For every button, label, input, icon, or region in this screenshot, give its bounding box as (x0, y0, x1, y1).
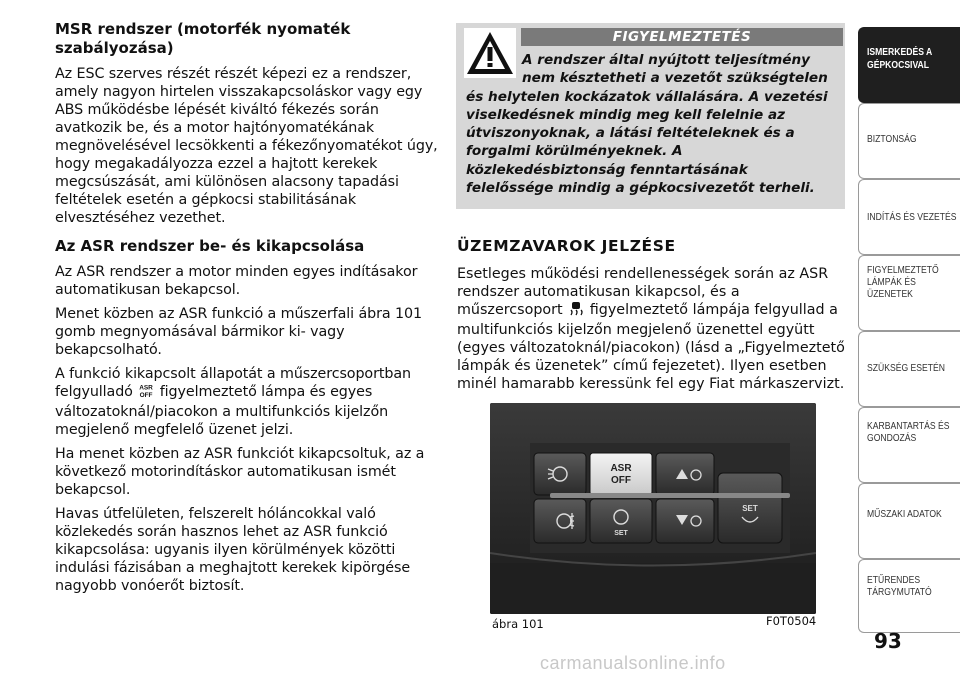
asr-off-button-line2: OFF (611, 475, 631, 486)
page-number: 93 (874, 629, 902, 653)
headlight-down-button[interactable] (656, 499, 714, 543)
paragraph-asr-5: Havas útfelületen, felszerelt hóláncokkal való közlekedés során hasznos lehet az ASR funkció kikapcsolása: ugyanis ilyen körülmények közötti indulási fázisában a meghajtott kerekek kipörgése nagyobb vonóerőt biztosít. (55, 506, 411, 594)
asr-off-icon-bottom: OFF (139, 392, 153, 398)
tab-ismerkedes[interactable] (858, 27, 960, 103)
tab-label-3: INDÍTÁS ÉS VEZETÉS (867, 211, 957, 223)
tpms-set-label: SET (614, 530, 628, 537)
right-column (457, 236, 845, 393)
tab-label-4a: FIGYELMEZTETŐ (867, 264, 939, 276)
tab-label-4b: LÁMPÁK ÉS (867, 276, 916, 288)
paragraph-asr-1: Az ASR rendszer a motor minden egyes indításakor automatikusan bekapcsol. (55, 264, 418, 298)
heading-malfunction: ÜZEMZAVAROK JELZÉSE (457, 237, 676, 255)
paragraph-asr-3 (55, 365, 445, 439)
heading-msr: MSR rendszer (motorfék nyomaték szabályozása) (55, 20, 351, 57)
paragraph-malfunction-b: figyelmeztető lámpája felgyullad a multifunkciós kijelzőn megjelenő üzenettel együtt (egyes változatoknál/piacokon) (lásd a „Figyelmeztető lámpák és üzenetek” című fejezetet). Ilyen esetben minél hamarabb keressünk fel egy Fiat márkaszervizt. (457, 302, 845, 392)
tab-label-1a: ISMERKEDÉS A (867, 46, 933, 58)
watermark: carmanualsonline.info (540, 653, 726, 673)
tab-label-4c: ÜZENETEK (867, 288, 913, 300)
warning-rest: és helytelen kockázatok vállalására. A vezetési viselkedésnek mindig meg kell felelnie az útviszonyoknak, a látási feltételeknek és a forgalmi körülményeknek. A közlekedésbiztonság fenntartásának felelőssége mindig a gépkocsivezetőt terheli. (466, 88, 828, 197)
tab-karbantartas[interactable] (858, 407, 960, 483)
paragraph-asr-3-a: A funkció kikapcsolt állapotát a műszercsoportban felgyulladó (55, 366, 411, 400)
set-button-label: SET (742, 504, 758, 513)
asr-off-button-line1: ASR (610, 463, 632, 474)
warning-line-2: nem késztetheti a vezetőt szükségtelen (522, 70, 828, 87)
dashboard-button-figure (490, 403, 816, 614)
asr-off-icon (138, 383, 154, 403)
tab-inditas[interactable] (858, 179, 960, 255)
asr-off-button[interactable] (590, 453, 652, 495)
warning-text (466, 51, 838, 197)
tab-label-2: BIZTONSÁG (867, 133, 917, 145)
tab-label-5: SZÜKSÉG ESETÉN (867, 362, 945, 374)
fog-light-button[interactable] (534, 453, 586, 495)
tab-szukseg[interactable] (858, 331, 960, 407)
left-column (55, 20, 445, 601)
tab-label-7: MŰSZAKI ADATOK (867, 508, 942, 520)
warning-header (521, 28, 843, 46)
rear-fog-button[interactable] (534, 499, 586, 543)
tab-figyelmezteto[interactable] (858, 255, 960, 331)
esc-warning-icon (568, 301, 584, 321)
asr-off-icon-top: ASR (139, 384, 153, 392)
warning-header-label: FIGYELMEZTETÉS (612, 29, 752, 45)
paragraph-malfunction-a: Esetleges működési rendellenességek során az ASR rendszer automatikusan kikapcsol, és a műszercsoport (457, 266, 829, 318)
heading-asr: Az ASR rendszer be- és kikapcsolása (55, 237, 365, 255)
warning-line-1: A rendszer által nyújtott teljesítmény (522, 52, 811, 68)
paragraph-asr-3-b: figyelmeztető lámpa és egyes változatoknál/piacokon a multifunkciós kijelzőn megjelenő megfelelő üzenet jelzi. (55, 384, 389, 438)
tab-label-8a: ETŰRENDES (867, 574, 921, 586)
figure-code: F0T0504 (766, 614, 817, 628)
paragraph-malfunction (457, 265, 845, 393)
paragraph-msr: Az ESC szerves részét részét képezi ez a rendszer, amely nagyon hirtelen visszakapcsoláskor vagy egy ABS működésbe lépését kiváltó fékezés során avatkozik be, és a motor hajtónyomatékának megnövelésével lecsökkenti a fékezőnyomatékot úgy, hogy megakadályozza ezzel a hajtott kerekek megcsúszását, ami különösen alacsony tapadási feltételek esetén a gépkocsi stabilitásának elvesztéséhez vezethet. (55, 66, 438, 226)
figure-label: ábra 101 (492, 617, 544, 631)
tab-muszaki[interactable] (858, 483, 960, 559)
tab-biztonsag[interactable] (858, 103, 960, 179)
tab-label-6b: GONDOZÁS (867, 432, 917, 444)
paragraph-asr-4: Ha menet közben az ASR funkciót kikapcsoltuk, az a következő motorindításkor automatikusan ismét bekapcsol. (55, 446, 425, 498)
tab-label-1b: GÉPKOCSIVAL (867, 59, 930, 71)
chapter-sidebar (858, 27, 960, 633)
tab-targymutato[interactable] (858, 559, 960, 633)
tab-label-6a: KARBANTARTÁS ÉS (867, 420, 950, 432)
paragraph-asr-2: Menet közben az ASR funkció a műszerfali ábra 101 gomb megnyomásával bármikor ki- vagy bekapcsolható. (55, 306, 422, 358)
tab-label-8b: TÁRGYMUTATÓ (867, 586, 932, 598)
